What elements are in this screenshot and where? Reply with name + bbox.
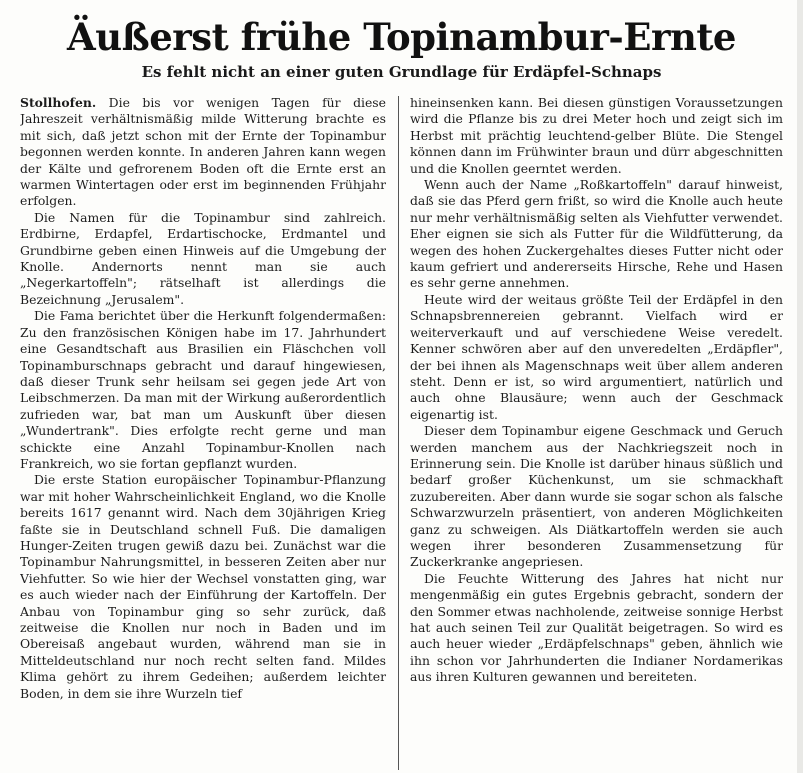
paragraph: Dieser dem Topinambur eigene Geschmack und Geruch werden manchem aus der Nachkriegszeit noch in Erinnerung sein. Die Knolle ist darüber hinaus süßlich und bedarf großer Küchenkunst, um sie schmackhaft zuzubereiten. Aber dann wurde sie sogar schon als falsche Schwarzwurzeln präsentiert, von anderen Möglichkeiten ganz zu schweigen. Als Diätkartoffeln werden sie auch wegen ihrer besonderen Zusammensetzung für Zuckerkranke angepriesen. [410,423,783,570]
dateline: Stollhofen. [20,95,97,110]
paragraph: Die Feuchte Witterung des Jahres hat nicht nur mengenmäßig ein gutes Ergebnis gebracht, sondern der den Sommer etwas nachholende, zeitweise sonnige Herbst hat auch seinen Teil zur Qualität beigetragen. So wird es auch heuer wieder „Erdäpfelschnaps" geben, ähnlich wie ihn schon vor Jahrhunderten die Indianer Nordamerikas aus ihren Kulturen gewannen und bereiteten. [410,570,783,685]
paragraph: Wenn auch der Name „Roßkartoffeln" darauf hinweist, daß sie das Pferd gern frißt, so wird die Knolle auch heute nur mehr verhältnismäßig selten als Viehfutter verwendet. Eher eignen sie sich als Futter für die Wildfütterung, da wegen des hohen Zuckergehaltes dieses Futter nicht oder kaum gefriert und andererseits Hirsche, Rehe und Hasen es sehr gerne annehmen. [410,177,783,291]
paragraph: Heute wird der weitaus größte Teil der Erdäpfel in den Schnapsbrennereien gebrannt. Vielfach wird er weiterverkauft und auf verschiedene Weise veredelt. Kenner schwören aber auf den unveredelten „Erdäpfler", der bei ihnen als Magenschnaps weit über allem anderen steht. Denn er ist, so wird argumentiert, natürlich und auch ohne Blausäure; wenn auch der Geschmack eigenartig ist. [410,291,783,422]
paragraph: hineinsenken kann. Bei diesen günstigen Voraussetzungen wird die Pflanze bis zu drei Meter hoch und zeigt sich im Herbst mit prächtig leuchtend-gelber Blüte. Die Stengel können dann im Frühwinter braun und dürr abgeschnitten und die Knollen geerntet werden. [410,95,783,176]
paragraph: Die erste Station europäischer Topinambur-Pflanzung war mit hoher Wahrscheinlichkeit England, wo die Knolle bereits 1617 genannt wird. Nach dem 30jährigen Krieg faßte sie in Deutschland schnell Fuß. Die damaligen Hunger-Zeiten trugen gewiß dazu bei. Zunächst war die Topinambur Nahrungsmittel, in besseren Zeiten aber nur Viehfutter. So wie hier der Wechsel vonstatten ging, war es auch wieder nach der Einführung der Kartoffeln. Der Anbau von Topinambur ging so sehr zurück, daß zeitweise die Knollen nur noch in Baden und im Obereisaß angebaut wurden, während man sie in Mitteldeutschland nur noch recht selten fand. Mildes Klima gehört zu ihrem Gedeihen; außerdem leichter Boden, in dem sie ihre Wurzeln tief [20,472,386,701]
paragraph: Die Fama berichtet über die Herkunft folgendermaßen: Zu den französischen Königen habe im 17. Jahrhundert eine Gesandtschaft aus Brasilien ein Fläschchen voll Topinamburschnaps gebracht und darauf hingewiesen, daß dieser Trunk sehr heilsam sei gegen jede Art von Leibschmerzen. Da man mit der Wirkung außerordentlich zufrieden war, bat man um Auskunft über diesen „Wundertrank". Dies erfolgte recht gerne und man schickte eine Anzahl Topinambur-Knollen nach Frankreich, wo sie fortan gepflanzt wurden. [20,308,386,471]
left-column [20,95,386,771]
subheadline: Es fehlt nicht an einer guten Grundlage für Erdäpfel-Schnaps [141,63,662,81]
paragraph [20,95,386,210]
paragraph: Die Namen für die Topinambur sind zahlreich. Erdbirne, Erdapfel, Erdartischocke, Erdmantel und Grundbirne geben einen Hinweis auf die Umgebung der Knolle. Andernorts nennt man sie auch „Negerkartoffeln"; rätselhaft ist allerdings die Bezeichnung „Jerusalem". [20,209,386,307]
page-edge [797,0,803,773]
paragraph-text: Die bis vor wenigen Tagen für diese Jahreszeit verhältnismäßig milde Witterung brachte es mit sich, daß jetzt schon mit der Ernte der Topinambur begonnen werden konnte. In anderen Jahren kann wegen der Kälte und gefrorenem Boden oft die Ernte erst an warmen Wintertagen oder erst im beginnenden Frühjahr erfolgen. [20,95,386,209]
column-divider [398,96,399,770]
right-column [410,95,783,771]
headline: Äußerst frühe Topinambur-Ernte [67,15,736,59]
